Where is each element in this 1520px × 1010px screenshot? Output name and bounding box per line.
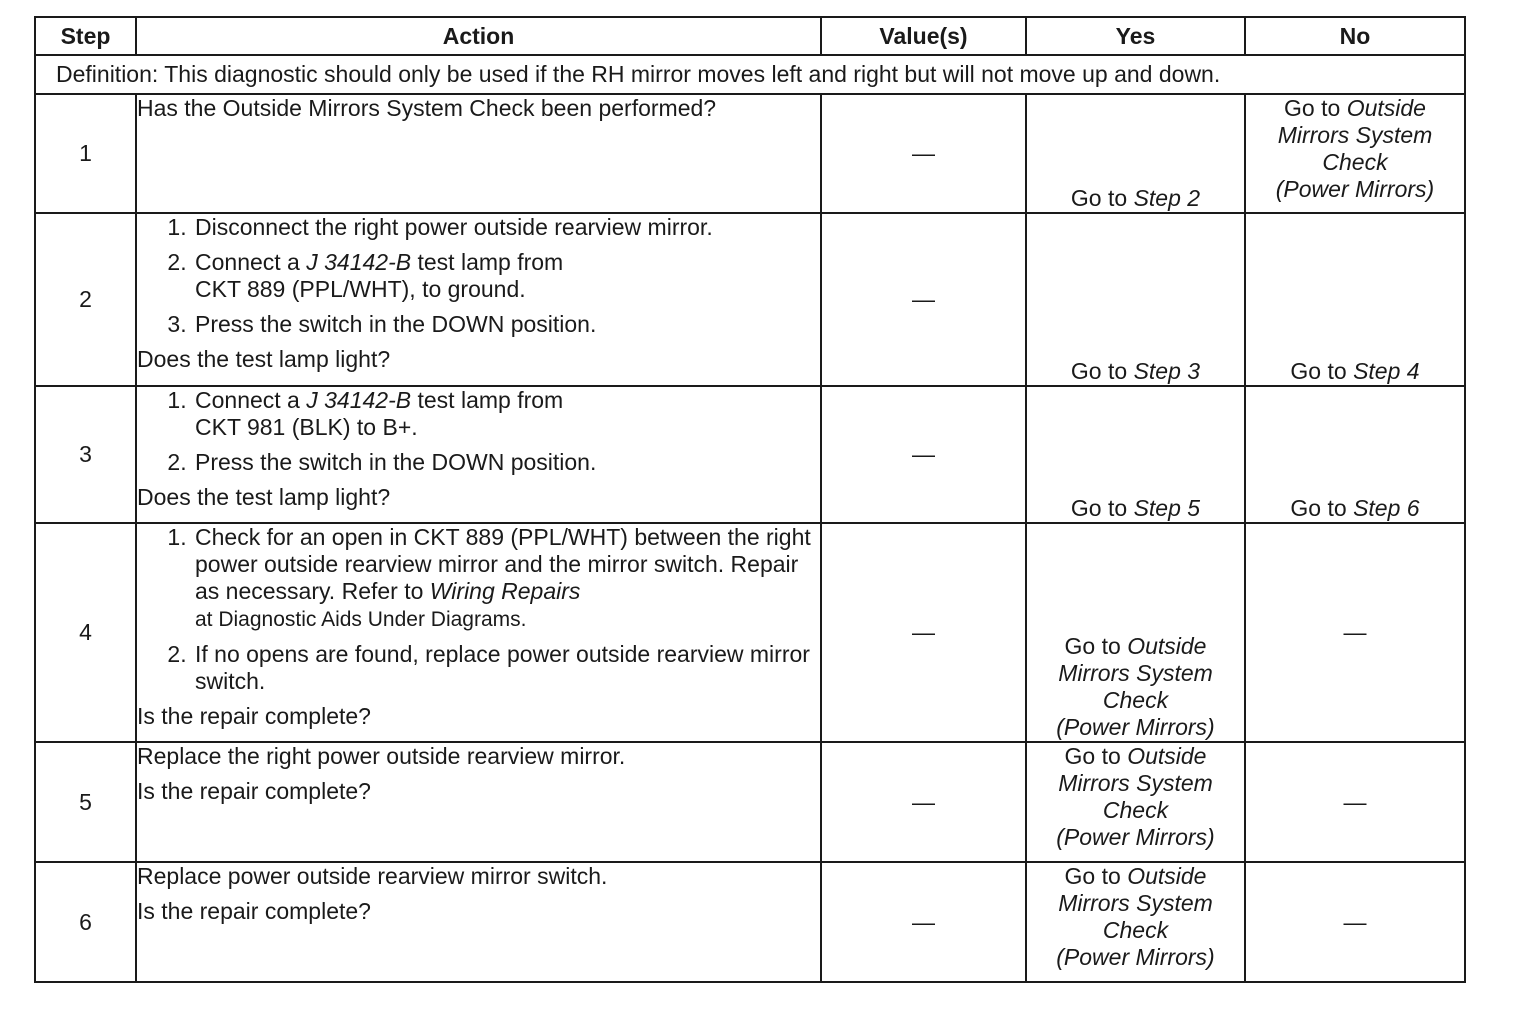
question-text: Is the repair complete?	[137, 703, 371, 729]
goto-text: Go to	[1064, 863, 1128, 889]
procedure-link-line: (Power Mirrors)	[1056, 824, 1215, 850]
procedure-link-line: Check	[1102, 687, 1169, 713]
instruction-item: 2. If no opens are found, replace power outside rearview mirror switch.	[193, 641, 820, 695]
goto-text: Go to	[1070, 358, 1134, 384]
action-cell	[136, 386, 821, 523]
yes-cell	[1026, 386, 1245, 523]
goto-text: Go to	[1064, 633, 1128, 659]
action-cell	[136, 523, 821, 742]
instruction-list	[137, 214, 820, 338]
yes-cell	[1026, 94, 1245, 213]
action-text: Replace the right power outside rearview mirror.	[137, 743, 626, 769]
procedure-link-line: Mirrors System	[1058, 890, 1213, 916]
dash-text: —	[1343, 908, 1367, 935]
procedure-link[interactable]: Outside	[1346, 95, 1426, 121]
step-link[interactable]: Step 5	[1133, 495, 1201, 521]
no-cell	[1245, 523, 1465, 742]
procedure-link-line: Check	[1102, 797, 1169, 823]
yes-cell	[1026, 213, 1245, 386]
question-text: Has the Outside Mirrors System Check been performed?	[137, 95, 717, 121]
step-number: 5	[35, 742, 136, 862]
value-cell	[821, 862, 1026, 982]
yes-cell	[1026, 742, 1245, 862]
dash-text: —	[912, 441, 935, 467]
procedure-link[interactable]: Outside	[1127, 863, 1207, 889]
yes-cell	[1026, 862, 1245, 982]
procedure-link-line: (Power Mirrors)	[1275, 176, 1435, 202]
question-text: Is the repair complete?	[137, 778, 371, 804]
procedure-link-line: Mirrors System	[1058, 770, 1213, 796]
dash-text: —	[912, 619, 935, 645]
definition-text: Definition: This diagnostic should only be used if the RH mirror moves left and right but will not move up and down.	[35, 55, 1465, 94]
action-cell	[136, 742, 821, 862]
reference-link[interactable]: Wiring Repairs	[429, 578, 581, 604]
header-yes: Yes	[1026, 17, 1245, 55]
tool-name: J 34142-B	[306, 249, 412, 275]
diagnostic-table	[34, 16, 1466, 983]
instruction-item: 3. Press the switch in the DOWN position.	[193, 311, 820, 338]
procedure-link-line: Check	[1102, 917, 1169, 943]
value-cell	[821, 523, 1026, 742]
instruction-item: 1. Check for an open in CKT 889 (PPL/WHT) between the right power outside rearview mirror and the mirror switch. Repair as necessary. Refer to Wiring Repairs at Diagnostic Aids Under Diagrams.	[193, 524, 820, 633]
yes-cell	[1026, 523, 1245, 742]
step-link[interactable]: Step 4	[1353, 358, 1420, 384]
tool-name: J 34142-B	[306, 387, 412, 413]
step-link[interactable]: Step 6	[1353, 495, 1420, 521]
no-cell	[1245, 213, 1465, 386]
dash-text: —	[912, 788, 935, 815]
procedure-link-line: Mirrors System	[1058, 660, 1213, 686]
table-row	[35, 386, 1465, 523]
value-cell	[821, 213, 1026, 386]
no-cell	[1245, 862, 1465, 982]
procedure-link-line: Check	[1322, 149, 1388, 175]
header-action: Action	[136, 17, 821, 55]
table-row	[35, 213, 1465, 386]
instruction-item: 2. Press the switch in the DOWN position.	[193, 449, 820, 476]
table-row	[35, 742, 1465, 862]
procedure-link[interactable]: Outside	[1127, 743, 1207, 769]
goto-text: Go to	[1284, 95, 1347, 121]
table-row	[35, 862, 1465, 982]
procedure-link-line: Mirrors System	[1277, 122, 1433, 148]
question-text: Does the test lamp light?	[137, 346, 391, 372]
question-text: Does the test lamp light?	[137, 484, 391, 510]
dash-text: —	[912, 908, 935, 935]
header-row	[35, 17, 1465, 55]
value-cell	[821, 386, 1026, 523]
no-cell	[1245, 742, 1465, 862]
step-link[interactable]: Step 3	[1133, 358, 1201, 384]
step-number: 4	[35, 523, 136, 742]
header-no: No	[1245, 17, 1465, 55]
table-row	[35, 523, 1465, 742]
instruction-item: 1. Disconnect the right power outside rearview mirror.	[193, 214, 820, 241]
header-values: Value(s)	[821, 17, 1026, 55]
dash-text: —	[1343, 788, 1367, 815]
procedure-link-line: (Power Mirrors)	[1056, 944, 1215, 970]
step-number: 3	[35, 386, 136, 523]
goto-text: Go to	[1064, 743, 1128, 769]
step-number: 2	[35, 213, 136, 386]
goto-text: Go to	[1070, 185, 1134, 211]
instruction-list	[137, 387, 820, 476]
procedure-link-line: (Power Mirrors)	[1056, 714, 1215, 740]
question-text: Is the repair complete?	[137, 898, 371, 924]
header-step: Step	[35, 17, 136, 55]
procedure-link[interactable]: Outside	[1127, 633, 1207, 659]
action-cell	[136, 862, 821, 982]
value-cell	[821, 742, 1026, 862]
action-cell	[136, 213, 821, 386]
goto-text: Go to	[1290, 358, 1354, 384]
instruction-item: 1. Connect a J 34142-B test lamp from CKT 981 (BLK) to B+.	[193, 387, 820, 441]
goto-text: Go to	[1290, 495, 1354, 521]
value-cell	[821, 94, 1026, 213]
no-cell	[1245, 94, 1465, 213]
dash-text: —	[1343, 619, 1367, 645]
no-cell	[1245, 386, 1465, 523]
action-text: Replace power outside rearview mirror switch.	[137, 863, 608, 889]
table-row	[35, 94, 1465, 213]
goto-text: Go to	[1070, 495, 1134, 521]
dash-text: —	[912, 286, 935, 312]
dash-text: —	[912, 140, 935, 166]
instruction-item: 2. Connect a J 34142-B test lamp from CKT 889 (PPL/WHT), to ground.	[193, 249, 820, 303]
action-cell	[136, 94, 821, 213]
step-link[interactable]: Step 2	[1133, 185, 1201, 211]
definition-row	[35, 55, 1465, 94]
step-number: 1	[35, 94, 136, 213]
step-number: 6	[35, 862, 136, 982]
instruction-list	[137, 524, 820, 695]
